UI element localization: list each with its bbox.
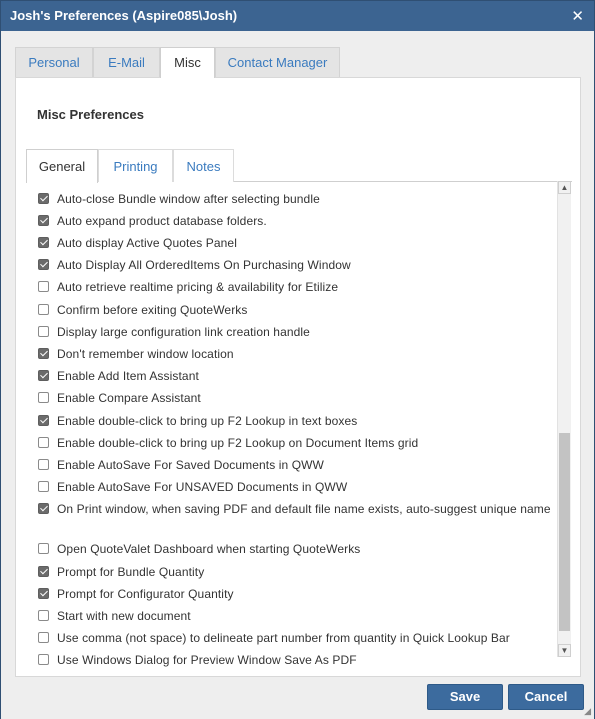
checkbox[interactable]	[38, 348, 49, 359]
checkbox[interactable]	[38, 588, 49, 599]
option-label: Auto-close Bundle window after selecting bundle	[57, 192, 320, 206]
list-item[interactable]	[38, 478, 558, 496]
checkbox[interactable]	[38, 437, 49, 448]
scroll-down-icon[interactable]: ▼	[558, 644, 571, 657]
resize-grip-icon[interactable]: ◢	[584, 706, 591, 716]
option-label: Start with new document	[57, 609, 191, 623]
checkbox[interactable]	[38, 503, 49, 514]
option-label: Use comma (not space) to delineate part number from quantity in Quick Lookup Bar	[57, 631, 510, 645]
misc-preferences-panel	[15, 77, 581, 677]
save-button[interactable]: Save	[427, 684, 503, 710]
list-item[interactable]	[38, 456, 558, 474]
list-item[interactable]	[38, 585, 558, 603]
checkbox[interactable]	[38, 259, 49, 270]
tab-email[interactable]: E-Mail	[93, 47, 160, 77]
list-item[interactable]	[38, 278, 558, 296]
list-item[interactable]	[38, 323, 558, 341]
option-label: Don't remember window location	[57, 347, 234, 361]
tab-printing[interactable]: Printing	[98, 149, 173, 182]
list-item[interactable]	[38, 190, 558, 208]
tab-general[interactable]: General	[26, 149, 98, 183]
checkbox[interactable]	[38, 481, 49, 492]
list-item[interactable]	[38, 500, 558, 518]
checkbox[interactable]	[38, 370, 49, 381]
checkbox[interactable]	[38, 237, 49, 248]
option-label: Confirm before exiting QuoteWerks	[57, 303, 248, 317]
list-item[interactable]	[38, 301, 558, 319]
checkbox[interactable]	[38, 459, 49, 470]
checkbox[interactable]	[38, 632, 49, 643]
option-label: Auto expand product database folders.	[57, 214, 267, 228]
checkbox[interactable]	[38, 566, 49, 577]
checkbox[interactable]	[38, 654, 49, 665]
option-label: On Print window, when saving PDF and default file name exists, auto-suggest unique name	[57, 502, 551, 516]
option-label: Enable AutoSave For UNSAVED Documents in QWW	[57, 480, 348, 494]
option-label: Auto display Active Quotes Panel	[57, 236, 237, 250]
option-label: Display large configuration link creation handle	[57, 325, 310, 339]
option-label: Open QuoteValet Dashboard when starting QuoteWerks	[57, 542, 361, 556]
list-item[interactable]	[38, 651, 558, 669]
list-item[interactable]	[38, 607, 558, 625]
scroll-up-icon[interactable]: ▲	[558, 181, 571, 194]
checkbox[interactable]	[38, 415, 49, 426]
checkbox[interactable]	[38, 543, 49, 554]
list-item[interactable]	[38, 367, 558, 385]
tab-contact-manager[interactable]: Contact Manager	[215, 47, 340, 77]
list-item[interactable]	[38, 212, 558, 230]
checkbox[interactable]	[38, 193, 49, 204]
list-item[interactable]	[38, 434, 558, 452]
option-label: Enable AutoSave For Saved Documents in QWW	[57, 458, 324, 472]
list-item[interactable]	[38, 256, 558, 274]
window-title: Josh's Preferences (Aspire085\Josh)	[10, 8, 238, 23]
tab-notes[interactable]: Notes	[173, 149, 234, 182]
option-label: Auto Display All OrderedItems On Purchasing Window	[57, 258, 351, 272]
option-label: Prompt for Configurator Quantity	[57, 587, 234, 601]
list-item[interactable]	[38, 234, 558, 252]
panel-title: Misc Preferences	[37, 107, 144, 122]
list-item[interactable]	[38, 629, 558, 647]
tab-misc[interactable]: Misc	[160, 47, 215, 78]
option-label: Prompt for Bundle Quantity	[57, 565, 205, 579]
list-item[interactable]	[38, 345, 558, 363]
option-label: Enable double-click to bring up F2 Lookup in text boxes	[57, 414, 358, 428]
scrollbar-thumb[interactable]	[559, 433, 570, 631]
checkbox[interactable]	[38, 281, 49, 292]
tab-personal[interactable]: Personal	[15, 47, 93, 77]
checkbox[interactable]	[38, 610, 49, 621]
list-item[interactable]	[38, 540, 558, 558]
checkbox[interactable]	[38, 215, 49, 226]
cancel-button[interactable]: Cancel	[508, 684, 584, 710]
option-label: Enable Add Item Assistant	[57, 369, 199, 383]
list-item[interactable]	[38, 389, 558, 407]
title-bar[interactable]	[1, 1, 594, 31]
checkbox[interactable]	[38, 304, 49, 315]
checkbox[interactable]	[38, 326, 49, 337]
dialog-footer	[1, 677, 594, 719]
close-icon[interactable]: ✕	[571, 8, 584, 25]
list-item[interactable]	[38, 563, 558, 581]
options-list[interactable]	[38, 182, 571, 678]
option-label: Use Windows Dialog for Preview Window Save As PDF	[57, 653, 357, 667]
option-label: Auto retrieve realtime pricing & availability for Etilize	[57, 280, 339, 294]
option-label: Enable Compare Assistant	[57, 391, 201, 405]
sub-tab-strip	[26, 149, 572, 182]
list-item[interactable]	[38, 412, 558, 430]
checkbox[interactable]	[38, 392, 49, 403]
options-scrollbar[interactable]	[557, 181, 571, 657]
option-label: Enable double-click to bring up F2 Lookup on Document Items grid	[57, 436, 419, 450]
